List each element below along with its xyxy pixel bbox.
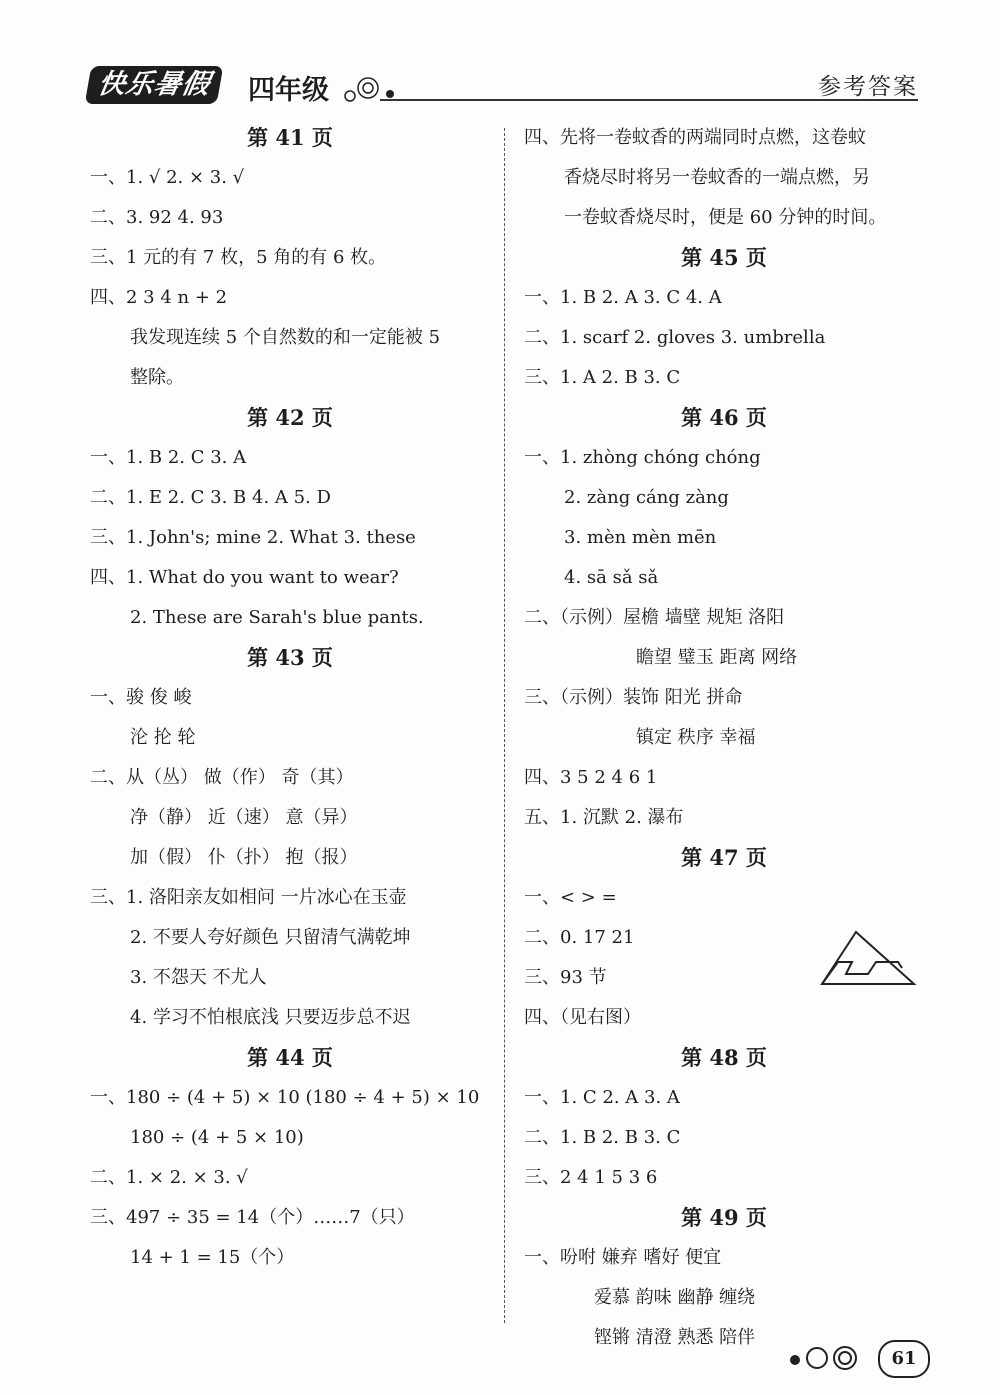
answer-line: 三、1. 洛阳亲友如相问 一片冰心在玉壶 (90, 887, 407, 908)
answer-block (90, 1038, 490, 1278)
answer-line: 2. These are Sarah's blue pants. (130, 607, 424, 628)
page-header (0, 0, 1000, 110)
answer-line: 加（假） 仆（扑） 抱（报） (130, 847, 358, 868)
answer-block (524, 1038, 924, 1198)
answer-line: 爱慕 韵味 幽静 缠绕 (594, 1287, 756, 1308)
answer-line: 三、1 元的有 7 枚，5 角的有 6 枚。 (90, 247, 387, 268)
answer-line: 三、（示例）装饰 阳光 拼命 (524, 687, 743, 708)
answer-line: 三、1. John's; mine 2. What 3. these (90, 527, 416, 548)
page-heading: 第 45 页 (681, 245, 767, 270)
page-heading: 第 41 页 (247, 125, 333, 150)
answer-line: 二、1. E 2. C 3. B 4. A 5. D (90, 487, 331, 508)
answer-line: 2. 不要人夸好颜色 只留清气满乾坤 (130, 927, 411, 948)
triangle-figure-icon (818, 928, 918, 988)
page-heading: 第 44 页 (247, 1045, 333, 1070)
page-heading: 第 46 页 (681, 405, 767, 430)
answer-line: 二、1. × 2. × 3. √ (90, 1167, 248, 1188)
brand-logo: 快乐暑假 (85, 66, 224, 104)
answer-block (90, 118, 490, 398)
answer-line: 4. sā sǎ sǎ (564, 567, 659, 588)
answer-line: 二、（示例）屋檐 墙壁 规矩 洛阳 (524, 607, 785, 628)
answer-block (524, 398, 924, 838)
answer-line: 二、3. 92 4. 93 (90, 207, 224, 228)
answer-line: 四、3 5 2 4 6 1 (524, 767, 658, 788)
answer-line: 整除。 (130, 367, 184, 388)
answer-line: 四、（见右图） (524, 1007, 641, 1028)
page-heading: 第 49 页 (681, 1205, 767, 1230)
answer-line: 一、1. C 2. A 3. A (524, 1087, 680, 1108)
section-title: 参考答案 (818, 74, 918, 100)
page-heading: 第 47 页 (681, 845, 767, 870)
answer-block (524, 238, 924, 398)
answer-line: 三、2 4 1 5 3 6 (524, 1167, 658, 1188)
answer-line: 三、497 ÷ 35 = 14（个）……7（只） (90, 1207, 415, 1228)
answer-block (90, 398, 490, 638)
right-column (524, 118, 924, 1358)
answer-line: 净（静） 近（速） 意（异） (130, 807, 358, 828)
answer-line: 3. mèn mèn mēn (564, 527, 717, 548)
answer-line: 铿锵 清澄 熟悉 陪伴 (594, 1327, 756, 1348)
answer-line: 一、1. √ 2. × 3. √ (90, 167, 245, 188)
answer-line: 沦 抡 轮 (130, 727, 196, 748)
answer-line: 一、< > = (524, 887, 617, 908)
answer-line: 一、180 ÷ (4 + 5) × 10 (180 ÷ 4 + 5) × 10 (90, 1087, 480, 1108)
column-divider (504, 128, 505, 1323)
page-heading: 第 43 页 (247, 645, 333, 670)
answer-line: 香烧尽时将另一卷蚊香的一端点燃，另 (564, 167, 870, 188)
answer-line: 一、1. zhòng chóng chóng (524, 447, 761, 468)
answer-line: 4. 学习不怕根底浅 只要迈步总不迟 (130, 1007, 411, 1028)
answer-line: 三、1. A 2. B 3. C (524, 367, 681, 388)
answer-line: 3. 不怨天 不尤人 (130, 967, 267, 988)
grade-label: 四年级 (248, 75, 329, 106)
page-heading: 第 42 页 (247, 405, 333, 430)
page-heading: 第 48 页 (681, 1045, 767, 1070)
answer-line: 瞻望 璧玉 距离 网络 (636, 647, 798, 668)
answer-line: 二、0. 17 21 (524, 927, 635, 948)
answer-line: 四、先将一卷蚊香的两端同时点燃，这卷蚊 (524, 127, 866, 148)
page-number: 61 (878, 1340, 930, 1378)
answer-line: 镇定 秩序 幸福 (636, 727, 756, 748)
answer-line: 一、吩咐 嫌弃 嗜好 便宜 (524, 1247, 722, 1268)
answer-line: 180 ÷ (4 + 5 × 10) (130, 1127, 304, 1148)
answer-line: 三、93 节 (524, 967, 607, 988)
answer-line: 二、从（丛） 做（作） 奇（其） (90, 767, 354, 788)
answer-line: 四、1. What do you want to wear? (90, 567, 399, 588)
answer-line: 四、2 3 4 n + 2 (90, 287, 228, 308)
answer-line: 一卷蚊香烧尽时，便是 60 分钟的时间。 (564, 207, 887, 228)
answer-line: 我发现连续 5 个自然数的和一定能被 5 (130, 327, 441, 348)
left-column (90, 118, 490, 1278)
answer-line: 二、1. scarf 2. gloves 3. umbrella (524, 327, 826, 348)
answer-line: 一、1. B 2. A 3. C 4. A (524, 287, 722, 308)
answer-block (90, 638, 490, 1038)
answer-line: 2. zàng cáng zàng (564, 487, 729, 508)
answer-block (524, 118, 924, 238)
answer-line: 14 + 1 = 15（个） (130, 1247, 295, 1268)
answer-block (524, 1198, 924, 1358)
answer-line: 二、1. B 2. B 3. C (524, 1127, 681, 1148)
answer-line: 一、骏 俊 峻 (90, 687, 192, 708)
footer-circles-icon (785, 1338, 877, 1378)
answer-line: 五、1. 沉默 2. 瀑布 (524, 807, 684, 828)
answer-line: 一、1. B 2. C 3. A (90, 447, 247, 468)
